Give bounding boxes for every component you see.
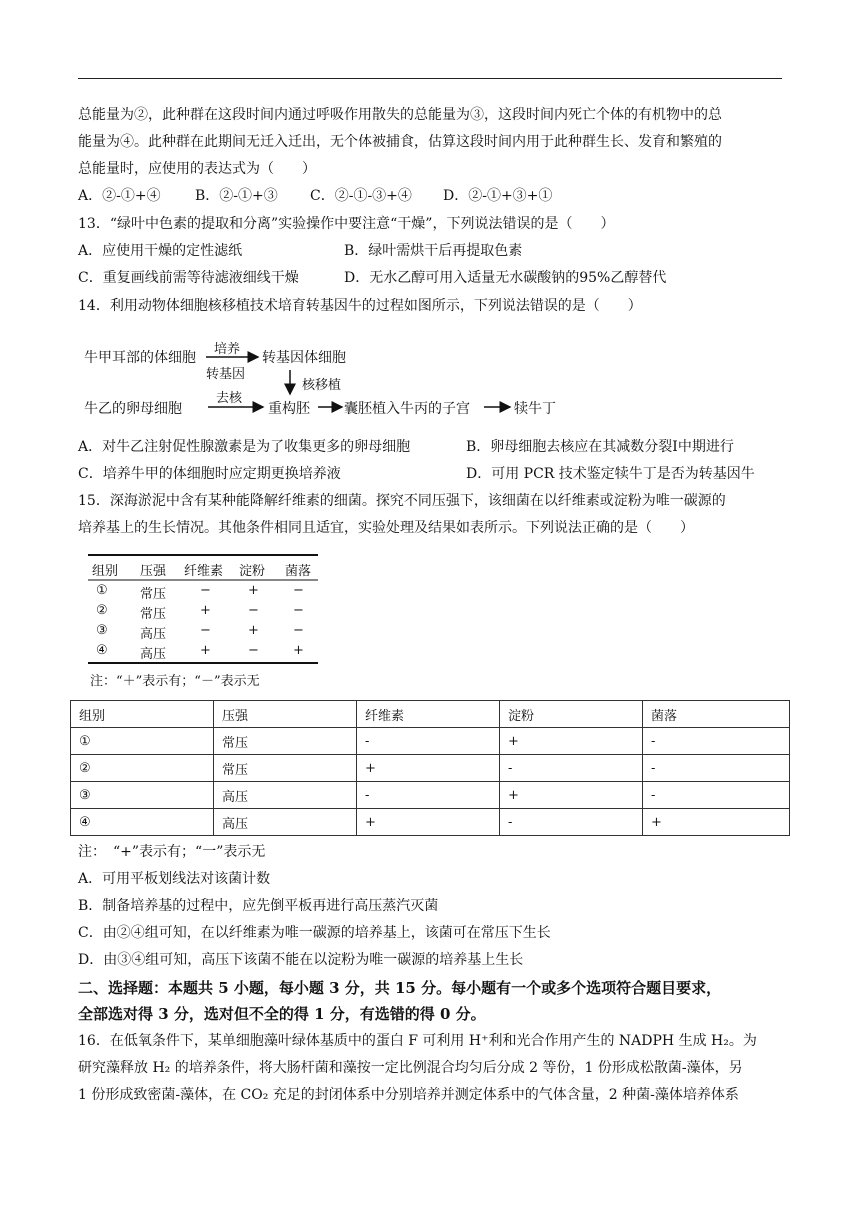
scan-r1-group: ① bbox=[96, 583, 108, 598]
scan-header-colony: 菌落 bbox=[285, 564, 312, 579]
q15-stem-line-2: 培养基上的生长情况。其他条件相同且适宜，实验处理及结果如表所示。下列说法正确的是（ ） bbox=[78, 520, 694, 536]
q15-table-note: 注： “+”表示有；“一”表示无 bbox=[78, 844, 266, 860]
diagram-source-cell: 牛甲耳部的体细胞 bbox=[84, 350, 196, 366]
scan-r1-starch: + bbox=[248, 583, 259, 598]
diagram-enucleate-label: 去核 bbox=[216, 391, 243, 406]
q14-option-c: C．培养牛甲的体细胞时应定期更换培养液 bbox=[78, 466, 341, 482]
scan-r3-starch: + bbox=[248, 623, 259, 638]
scan-r3-group: ③ bbox=[96, 623, 108, 638]
q14-option-d: D．可用 PCR 技术鉴定犊牛丁是否为转基因牛 bbox=[466, 466, 755, 482]
scan-r4-pressure: 高压 bbox=[140, 647, 167, 662]
cell-group: ③ bbox=[71, 782, 214, 809]
cell-cellulose: - bbox=[357, 782, 500, 809]
cell-pressure: 常压 bbox=[214, 728, 357, 755]
diagram-transgenic-cell: 转基因体细胞 bbox=[262, 350, 346, 366]
scan-r2-group: ② bbox=[96, 603, 108, 618]
scan-r4-group: ④ bbox=[96, 643, 108, 658]
intro-line-3: 总能量时，应使用的表达式为（ ） bbox=[78, 161, 316, 177]
diagram-arrow-top-label: 培养 bbox=[214, 342, 241, 357]
q14-option-b: B．卵母细胞去核应在其减数分裂Ⅰ中期进行 bbox=[466, 439, 734, 455]
cell-colony: - bbox=[643, 755, 790, 782]
q13-option-d: D．无水乙醇可用入适量无水碳酸钠的95%乙醇替代 bbox=[344, 270, 667, 286]
table-row bbox=[71, 728, 790, 755]
intro-line-2: 能量为④。此种群在此期间无迁入迁出，无个体被捕食，估算这段时间内用于此种群生长、发育和繁殖的 bbox=[78, 134, 722, 150]
table-row bbox=[71, 809, 790, 836]
scan-r1-cellulose: − bbox=[200, 583, 211, 598]
q16-line-3: 1 份形成致密菌-藻体，在 CO₂ 充足的封闭体系中分别培养并测定体系中的气体含量，2 种菌-藻体培养体系 bbox=[78, 1087, 739, 1103]
cell-group: ② bbox=[71, 755, 214, 782]
table-row bbox=[71, 782, 790, 809]
scan-r2-cellulose: + bbox=[200, 603, 211, 618]
header-rule bbox=[78, 78, 782, 79]
cell-pressure: 高压 bbox=[214, 782, 357, 809]
scan-r2-colony: − bbox=[293, 603, 304, 618]
section2-heading-line-2: 全部选对得 3 分，选对但不全的得 1 分，有选错的得 0 分。 bbox=[78, 1005, 486, 1023]
diagram-arrow-bottom-label: 转基因 bbox=[206, 367, 246, 382]
diagram-embryo: 重构胚 bbox=[268, 401, 310, 417]
diagram-nuclear-transfer: 核移植 bbox=[302, 378, 342, 393]
q15-data-table bbox=[70, 700, 790, 836]
q14-stem: 14．利用动物体细胞核移植技术培育转基因牛的过程如图所示，下列说法错误的是（ ） bbox=[78, 298, 642, 314]
table-header-row bbox=[71, 701, 790, 728]
th-pressure: 压强 bbox=[214, 701, 357, 728]
scan-header-group: 组别 bbox=[92, 564, 119, 579]
cell-pressure: 高压 bbox=[214, 809, 357, 836]
scan-r2-starch: − bbox=[248, 603, 259, 618]
cell-starch: - bbox=[500, 809, 643, 836]
q13-option-a: A．应使用干燥的定性滤纸 bbox=[78, 243, 243, 259]
th-group: 组别 bbox=[71, 701, 214, 728]
q15-stem-line-1: 15．深海淤泥中含有某种能降解纤维素的细菌。探究不同压强下，该细菌在以纤维素或淀粉为唯一碳源的 bbox=[78, 493, 726, 509]
cell-starch: + bbox=[500, 728, 643, 755]
cell-cellulose: - bbox=[357, 728, 500, 755]
cell-cellulose: + bbox=[357, 755, 500, 782]
diagram-implant: 囊胚植入牛丙的子宫 bbox=[344, 401, 470, 417]
cell-pressure: 常压 bbox=[214, 755, 357, 782]
th-starch: 淀粉 bbox=[500, 701, 643, 728]
scan-header-pressure: 压强 bbox=[140, 564, 167, 579]
scan-r3-cellulose: − bbox=[200, 623, 211, 638]
intro-option-c: C．②-①-③+④ bbox=[310, 188, 412, 204]
cell-group: ④ bbox=[71, 809, 214, 836]
q16-line-1: 16．在低氧条件下，某单细胞藻叶绿体基质中的蛋白 F 可利用 H⁺利和光合作用产生的 NADPH 生成 H₂。为 bbox=[78, 1033, 757, 1049]
q13-stem: 13．“绿叶中色素的提取和分离”实验操作中要注意“干燥”，下列说法错误的是（ ） bbox=[78, 216, 615, 232]
q15-scanned-table bbox=[88, 552, 320, 698]
cell-colony: + bbox=[643, 809, 790, 836]
scan-r4-colony: + bbox=[293, 643, 304, 658]
q15-option-c: C．由②④组可知，在以纤维素为唯一碳源的培养基上，该菌可在常压下生长 bbox=[78, 925, 551, 941]
q15-option-b: B．制备培养基的过程中，应先倒平板再进行高压蒸汽灭菌 bbox=[78, 898, 439, 914]
section2-heading-line-1: 二、选择题：本题共 5 小题，每小题 3 分，共 15 分。每小题有一个或多个选项符合题目要求， bbox=[78, 979, 722, 997]
scan-note: 注：“＋”表示有；“－”表示无 bbox=[90, 674, 260, 689]
intro-line-1: 总能量为②，此种群在这段时间内通过呼吸作用散失的总能量为③，这段时间内死亡个体的有机物中的总 bbox=[78, 107, 722, 123]
scan-r1-colony: − bbox=[293, 583, 304, 598]
cell-starch: - bbox=[500, 755, 643, 782]
scan-r3-colony: − bbox=[293, 623, 304, 638]
q16-line-2: 研究藻释放 H₂ 的培养条件，将大肠杆菌和藻按一定比例混合均匀后分成 2 等份，1 份形成松散菌-藻体，另 bbox=[78, 1060, 743, 1076]
th-colony: 菌落 bbox=[643, 701, 790, 728]
diagram-result: 犊牛丁 bbox=[514, 401, 556, 417]
intro-option-d: D．②-①+③+① bbox=[443, 188, 553, 204]
scan-r1-pressure: 常压 bbox=[140, 587, 167, 602]
scan-r4-starch: − bbox=[248, 643, 259, 658]
scan-r2-pressure: 常压 bbox=[140, 607, 167, 622]
table-row bbox=[71, 755, 790, 782]
cell-cellulose: + bbox=[357, 809, 500, 836]
diagram-egg-cell: 牛乙的卵母细胞 bbox=[84, 401, 182, 417]
q13-option-c: C．重复画线前需等待滤液细线干燥 bbox=[78, 270, 299, 286]
scan-r4-cellulose: + bbox=[200, 643, 211, 658]
q15-option-d: D．由③④组可知，高压下该菌不能在以淀粉为唯一碳源的培养基上生长 bbox=[78, 952, 524, 968]
q14-option-a: A．对牛乙注射促性腺激素是为了收集更多的卵母细胞 bbox=[78, 439, 411, 455]
q13-option-b: B．绿叶需烘干后再提取色素 bbox=[344, 243, 523, 259]
scan-header-starch: 淀粉 bbox=[239, 564, 266, 579]
th-cellulose: 纤维素 bbox=[357, 701, 500, 728]
cell-starch: + bbox=[500, 782, 643, 809]
cell-group: ① bbox=[71, 728, 214, 755]
scan-header-cellulose: 纤维素 bbox=[184, 564, 224, 579]
intro-option-b: B．②-①+③ bbox=[195, 188, 278, 204]
cell-colony: - bbox=[643, 782, 790, 809]
cell-colony: - bbox=[643, 728, 790, 755]
q15-option-a: A．可用平板划线法对该菌计数 bbox=[78, 871, 271, 887]
scan-r3-pressure: 高压 bbox=[140, 627, 167, 642]
intro-option-a: A．②-①+④ bbox=[78, 188, 161, 204]
